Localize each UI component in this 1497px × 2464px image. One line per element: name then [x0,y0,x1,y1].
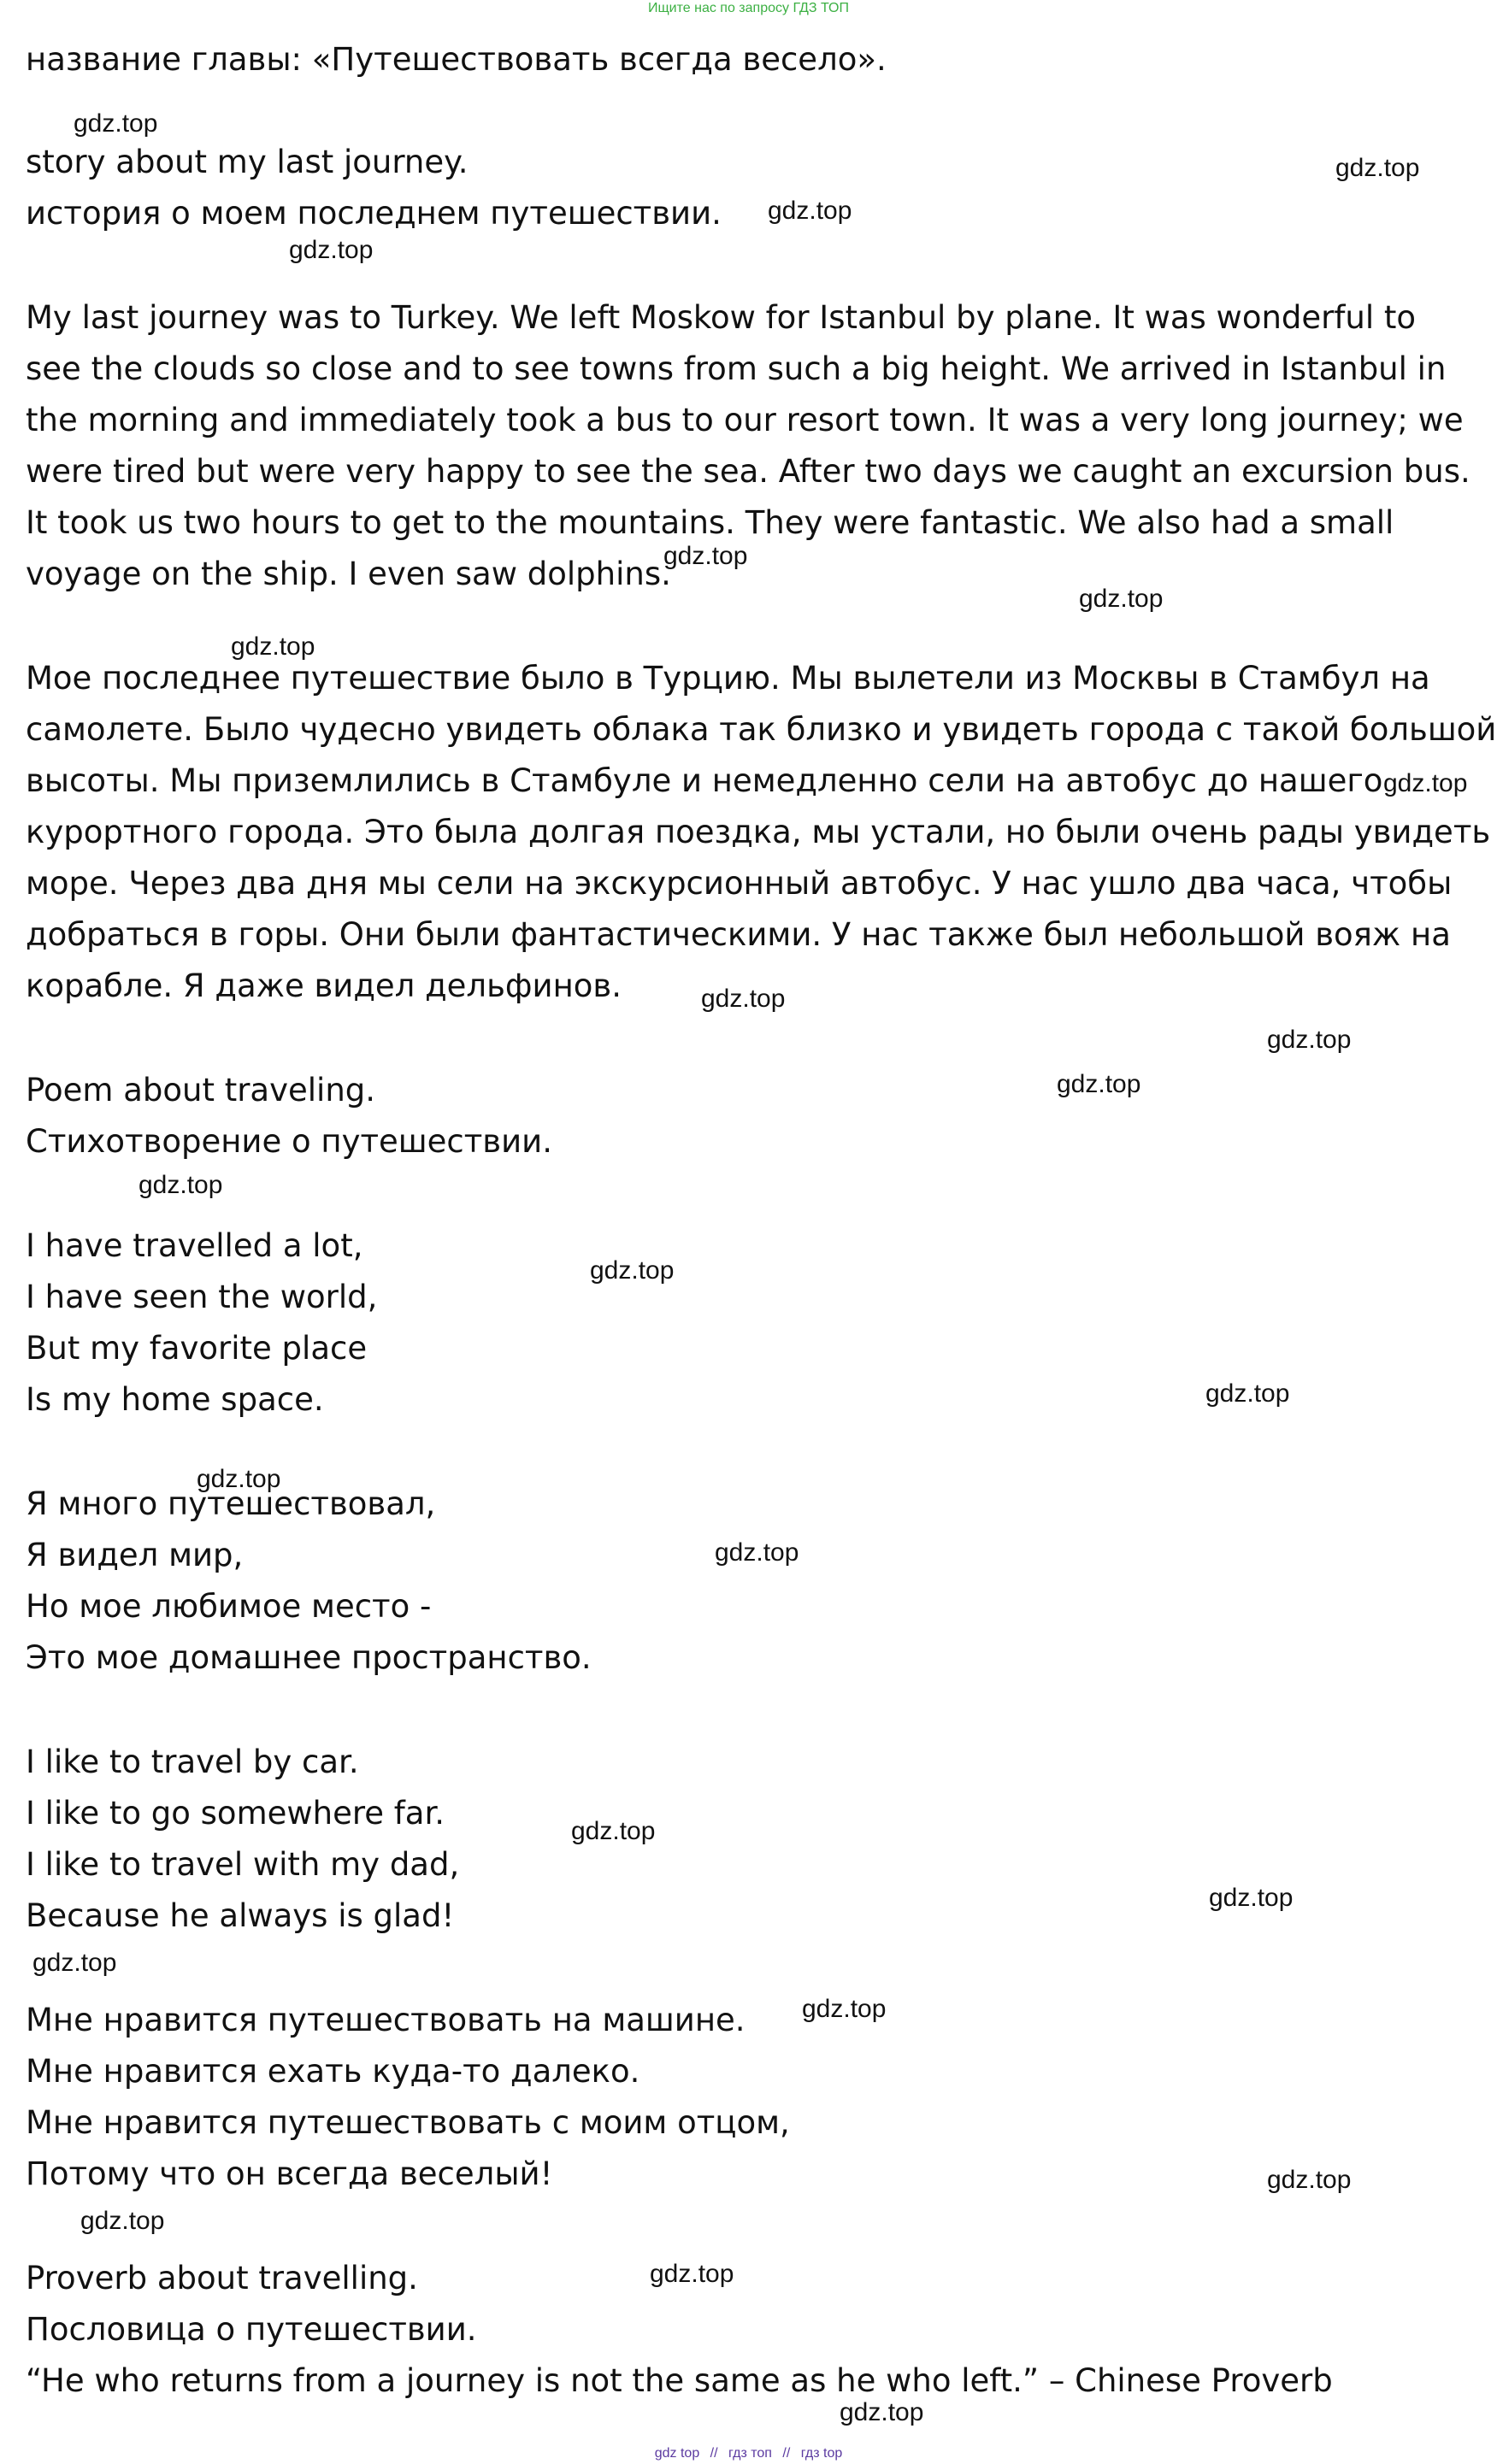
story-ru-line: высоты. Мы приземлились в Стамбуле и немедленно сели на автобус до нашего [26,762,1383,799]
chapter-title-line: название главы: «Путешествовать всегда весело». [26,41,887,78]
watermark: gdz.top [1267,1026,1352,1054]
footer-link-gdz-top-ru[interactable]: гдз топ [728,2446,772,2461]
proverb-quote: “He who returns from a journey is not the same as he who left.” – Chinese Proverb [26,2362,1333,2399]
story-ru-line: корабле. Я даже видел дельфинов. [26,967,622,1004]
watermark: gdz.top [289,236,374,264]
poem2-en-line: I like to go somewhere far. [26,1795,445,1832]
poem2-ru-line: Потому что он всегда веселый! [26,2155,553,2192]
proverb-heading-ru: Пословица о путешествии. [26,2311,477,2348]
story-en-line: see the clouds so close and to see towns from such a big height. We arrived in Istanbul in [26,350,1447,387]
watermark: gdz.top [80,2207,165,2235]
poem1-ru-line: Я видел мир, [26,1537,244,1573]
watermark: gdz.top [32,1949,117,1977]
footer-link-gdz-top[interactable]: gdz top [654,2446,700,2461]
watermark: gdz.top [139,1171,223,1199]
story-heading-ru: история о моем последнем путешествии. [26,195,722,232]
poem1-ru-line: Я много путешествовал, [26,1485,436,1522]
watermark: gdz.top [1383,769,1468,797]
poem2-en-line: I like to travel with my dad, [26,1846,460,1883]
watermark: gdz.top [1205,1379,1290,1408]
story-en-line: voyage on the ship. I even saw dolphins. [26,556,671,592]
story-heading-en: story about my last journey. [26,144,469,180]
watermark: gdz.top [802,1995,887,2023]
poem1-ru-line: Но мое любимое место - [26,1588,432,1625]
watermark: gdz.top [1209,1884,1294,1912]
header-search-hint[interactable]: Ищите нас по запросу ГДЗ ТОП [648,1,849,15]
footer-links [0,2446,1497,2461]
watermark: gdz.top [197,1465,281,1493]
poem2-ru-line: Мне нравится путешествовать с моим отцом, [26,2104,790,2141]
footer-link-gdz-top-mixed[interactable]: гдз top [800,2446,843,2461]
watermark: gdz.top [571,1817,656,1845]
watermark: gdz.top [650,2260,734,2288]
watermark: gdz.top [590,1256,675,1285]
watermark: gdz.top [1079,585,1164,613]
poem2-en-line: I like to travel by car. [26,1744,359,1780]
poem2-ru-line: Мне нравится путешествовать на машине. [26,2002,746,2038]
watermark: gdz.top [74,109,158,138]
proverb-heading-en: Proverb about travelling. [26,2260,418,2296]
poem1-en-line: I have seen the world, [26,1279,378,1315]
story-ru-line: море. Через два дня мы сели на экскурсионный автобус. У нас ушло два часа, чтобы [26,865,1453,902]
story-en-line: were tired but were very happy to see the sea. After two days we caught an excursion bus. [26,453,1470,490]
story-ru-line: самолете. Было чудесно увидеть облака так близко и увидеть города с такой большой [26,711,1497,748]
watermark: gdz.top [840,2398,924,2426]
poem-heading-en: Poem about traveling. [26,1072,376,1109]
poem1-en-line: But my favorite place [26,1330,368,1367]
story-en-line: My last journey was to Turkey. We left Moskow for Istanbul by plane. It was wonderful to [26,299,1417,336]
poem1-en-line: Is my home space. [26,1381,324,1418]
story-ru-line: курортного города. Это была долгая поездка, мы устали, но были очень рады увидеть [26,814,1491,850]
watermark: gdz.top [231,632,315,661]
watermark: gdz.top [1335,154,1420,182]
watermark: gdz.top [701,985,786,1013]
watermark: gdz.top [1057,1070,1141,1098]
watermark: gdz.top [768,197,852,225]
poem2-en-line: Because he always is glad! [26,1897,455,1934]
story-ru-line: добраться в горы. Они были фантастическими. У нас также был небольшой вояж на [26,916,1451,953]
watermark: gdz.top [663,542,748,570]
footer-separator: // [710,2446,718,2461]
poem2-ru-line: Мне нравится ехать куда-то далеко. [26,2053,640,2090]
poem1-en-line: I have travelled a lot, [26,1227,363,1264]
story-ru-line: Мое последнее путешествие было в Турцию. Мы вылетели из Москвы в Стамбул на [26,660,1430,697]
story-en-line: It took us two hours to get to the mountains. They were fantastic. We also had a small [26,504,1394,541]
poem1-ru-line: Это мое домашнее пространство. [26,1639,592,1676]
story-en-line: the morning and immediately took a bus to our resort town. It was a very long journey; we [26,402,1464,438]
watermark: gdz.top [1267,2166,1352,2194]
poem-heading-ru: Стихотворение о путешествии. [26,1123,552,1160]
footer-separator: // [782,2446,791,2461]
watermark: gdz.top [715,1538,799,1567]
